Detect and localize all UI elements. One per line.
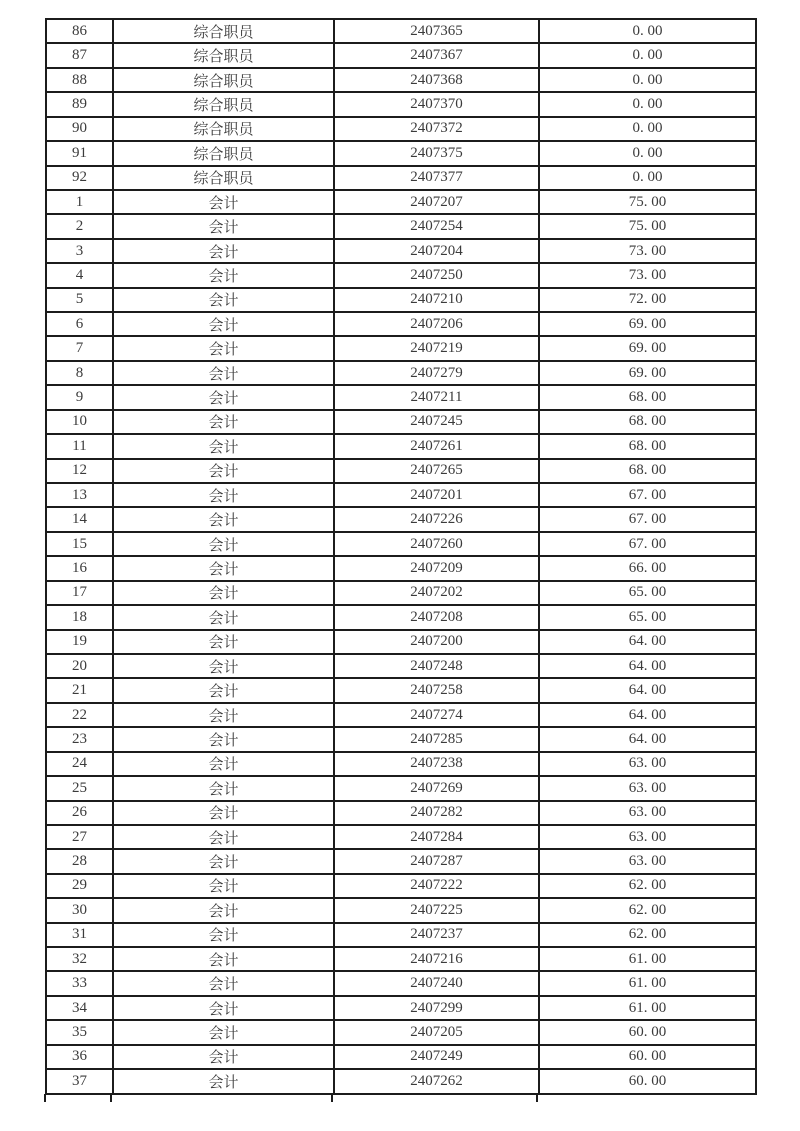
rank-cell: 11 xyxy=(46,434,113,458)
position-cell: 会计 xyxy=(113,190,334,214)
score-cell: 68. 00 xyxy=(539,410,756,434)
position-cell: 会计 xyxy=(113,1045,334,1069)
rank-cell: 17 xyxy=(46,581,113,605)
rank-cell: 26 xyxy=(46,801,113,825)
score-cell: 61. 00 xyxy=(539,996,756,1020)
position-cell: 会计 xyxy=(113,874,334,898)
id-cell: 2407222 xyxy=(334,874,539,898)
position-cell: 会计 xyxy=(113,605,334,629)
position-cell: 会计 xyxy=(113,336,334,360)
position-cell: 会计 xyxy=(113,727,334,751)
position-cell: 会计 xyxy=(113,825,334,849)
position-cell: 会计 xyxy=(113,459,334,483)
rank-cell: 20 xyxy=(46,654,113,678)
position-cell: 综合职员 xyxy=(113,117,334,141)
score-cell: 0. 00 xyxy=(539,43,756,67)
id-cell: 2407254 xyxy=(334,214,539,238)
rank-cell: 30 xyxy=(46,898,113,922)
table-row xyxy=(46,166,756,190)
score-cell: 64. 00 xyxy=(539,654,756,678)
score-cell: 64. 00 xyxy=(539,703,756,727)
position-cell: 会计 xyxy=(113,581,334,605)
table-row xyxy=(46,361,756,385)
id-cell: 2407282 xyxy=(334,801,539,825)
position-cell: 会计 xyxy=(113,288,334,312)
score-cell: 69. 00 xyxy=(539,312,756,336)
score-cell: 69. 00 xyxy=(539,336,756,360)
score-cell: 0. 00 xyxy=(539,19,756,43)
position-cell: 会计 xyxy=(113,361,334,385)
position-cell: 会计 xyxy=(113,239,334,263)
score-cell: 0. 00 xyxy=(539,141,756,165)
table-row xyxy=(46,556,756,580)
id-cell: 2407368 xyxy=(334,68,539,92)
id-cell: 2407260 xyxy=(334,532,539,556)
rank-cell: 92 xyxy=(46,166,113,190)
position-cell: 会计 xyxy=(113,263,334,287)
score-cell: 63. 00 xyxy=(539,752,756,776)
score-cell: 63. 00 xyxy=(539,825,756,849)
score-cell: 0. 00 xyxy=(539,117,756,141)
table-row xyxy=(46,898,756,922)
score-cell: 63. 00 xyxy=(539,849,756,873)
table-row xyxy=(46,68,756,92)
table-row xyxy=(46,1020,756,1044)
id-cell: 2407258 xyxy=(334,678,539,702)
rank-cell: 13 xyxy=(46,483,113,507)
id-cell: 2407250 xyxy=(334,263,539,287)
table-row xyxy=(46,581,756,605)
id-cell: 2407206 xyxy=(334,312,539,336)
table-row xyxy=(46,141,756,165)
rank-cell: 37 xyxy=(46,1069,113,1094)
id-cell: 2407240 xyxy=(334,971,539,995)
id-cell: 2407209 xyxy=(334,556,539,580)
table-row xyxy=(46,825,756,849)
table-row xyxy=(46,190,756,214)
position-cell: 会计 xyxy=(113,507,334,531)
table-row xyxy=(46,776,756,800)
position-cell: 会计 xyxy=(113,947,334,971)
score-cell: 72. 00 xyxy=(539,288,756,312)
position-cell: 会计 xyxy=(113,1069,334,1094)
table-row xyxy=(46,19,756,43)
table-row xyxy=(46,92,756,116)
table-row xyxy=(46,971,756,995)
position-cell: 会计 xyxy=(113,849,334,873)
table-row xyxy=(46,947,756,971)
table-row xyxy=(46,1069,756,1094)
rank-cell: 33 xyxy=(46,971,113,995)
position-cell: 会计 xyxy=(113,1020,334,1044)
rank-cell: 12 xyxy=(46,459,113,483)
table-row xyxy=(46,483,756,507)
table-row xyxy=(46,727,756,751)
table-row xyxy=(46,459,756,483)
position-cell: 综合职员 xyxy=(113,141,334,165)
position-cell: 综合职员 xyxy=(113,19,334,43)
position-cell: 会计 xyxy=(113,923,334,947)
rank-cell: 89 xyxy=(46,92,113,116)
position-cell: 会计 xyxy=(113,483,334,507)
table-row xyxy=(46,532,756,556)
position-cell: 会计 xyxy=(113,996,334,1020)
score-cell: 60. 00 xyxy=(539,1020,756,1044)
score-cell: 68. 00 xyxy=(539,385,756,409)
rank-cell: 31 xyxy=(46,923,113,947)
rank-cell: 19 xyxy=(46,630,113,654)
id-cell: 2407375 xyxy=(334,141,539,165)
rank-cell: 18 xyxy=(46,605,113,629)
table-row xyxy=(46,214,756,238)
score-cell: 0. 00 xyxy=(539,68,756,92)
rank-cell: 4 xyxy=(46,263,113,287)
score-cell: 73. 00 xyxy=(539,263,756,287)
table-row xyxy=(46,678,756,702)
id-cell: 2407225 xyxy=(334,898,539,922)
score-cell: 62. 00 xyxy=(539,874,756,898)
id-cell: 2407274 xyxy=(334,703,539,727)
position-cell: 会计 xyxy=(113,678,334,702)
id-cell: 2407372 xyxy=(334,117,539,141)
rank-cell: 36 xyxy=(46,1045,113,1069)
id-cell: 2407299 xyxy=(334,996,539,1020)
score-cell: 62. 00 xyxy=(539,923,756,947)
score-cell: 73. 00 xyxy=(539,239,756,263)
position-cell: 会计 xyxy=(113,630,334,654)
table-row xyxy=(46,336,756,360)
position-cell: 会计 xyxy=(113,532,334,556)
score-cell: 75. 00 xyxy=(539,190,756,214)
rank-cell: 86 xyxy=(46,19,113,43)
score-cell: 0. 00 xyxy=(539,166,756,190)
id-cell: 2407249 xyxy=(334,1045,539,1069)
table-row xyxy=(46,117,756,141)
score-cell: 67. 00 xyxy=(539,507,756,531)
id-cell: 2407205 xyxy=(334,1020,539,1044)
position-cell: 会计 xyxy=(113,971,334,995)
position-cell: 综合职员 xyxy=(113,166,334,190)
rank-cell: 29 xyxy=(46,874,113,898)
table-row xyxy=(46,385,756,409)
score-cell: 68. 00 xyxy=(539,434,756,458)
table-row xyxy=(46,801,756,825)
rank-cell: 5 xyxy=(46,288,113,312)
id-cell: 2407284 xyxy=(334,825,539,849)
score-cell: 62. 00 xyxy=(539,898,756,922)
rank-cell: 3 xyxy=(46,239,113,263)
score-cell: 64. 00 xyxy=(539,678,756,702)
table-row xyxy=(46,43,756,67)
rank-cell: 32 xyxy=(46,947,113,971)
id-cell: 2407207 xyxy=(334,190,539,214)
id-cell: 2407219 xyxy=(334,336,539,360)
position-cell: 会计 xyxy=(113,654,334,678)
rank-cell: 35 xyxy=(46,1020,113,1044)
position-cell: 会计 xyxy=(113,556,334,580)
table-row xyxy=(46,288,756,312)
rank-cell: 15 xyxy=(46,532,113,556)
score-cell: 67. 00 xyxy=(539,483,756,507)
table-row xyxy=(46,630,756,654)
id-cell: 2407200 xyxy=(334,630,539,654)
id-cell: 2407279 xyxy=(334,361,539,385)
id-cell: 2407265 xyxy=(334,459,539,483)
rank-cell: 90 xyxy=(46,117,113,141)
table-row xyxy=(46,996,756,1020)
table-row xyxy=(46,312,756,336)
table-row xyxy=(46,703,756,727)
table-divider-stub xyxy=(331,1094,333,1102)
rank-cell: 2 xyxy=(46,214,113,238)
rank-cell: 34 xyxy=(46,996,113,1020)
score-cell: 63. 00 xyxy=(539,801,756,825)
table-row xyxy=(46,605,756,629)
id-cell: 2407202 xyxy=(334,581,539,605)
id-cell: 2407216 xyxy=(334,947,539,971)
score-table-body xyxy=(46,19,756,1094)
id-cell: 2407365 xyxy=(334,19,539,43)
score-table xyxy=(45,18,757,1095)
position-cell: 会计 xyxy=(113,703,334,727)
rank-cell: 21 xyxy=(46,678,113,702)
rank-cell: 9 xyxy=(46,385,113,409)
table-row xyxy=(46,239,756,263)
rank-cell: 27 xyxy=(46,825,113,849)
rank-cell: 25 xyxy=(46,776,113,800)
position-cell: 会计 xyxy=(113,434,334,458)
id-cell: 2407226 xyxy=(334,507,539,531)
table-row xyxy=(46,923,756,947)
score-cell: 69. 00 xyxy=(539,361,756,385)
score-cell: 75. 00 xyxy=(539,214,756,238)
position-cell: 会计 xyxy=(113,410,334,434)
rank-cell: 6 xyxy=(46,312,113,336)
rank-cell: 7 xyxy=(46,336,113,360)
id-cell: 2407237 xyxy=(334,923,539,947)
id-cell: 2407285 xyxy=(334,727,539,751)
position-cell: 会计 xyxy=(113,752,334,776)
rank-cell: 8 xyxy=(46,361,113,385)
id-cell: 2407248 xyxy=(334,654,539,678)
id-cell: 2407204 xyxy=(334,239,539,263)
id-cell: 2407210 xyxy=(334,288,539,312)
rank-cell: 14 xyxy=(46,507,113,531)
position-cell: 会计 xyxy=(113,385,334,409)
score-cell: 65. 00 xyxy=(539,581,756,605)
score-cell: 63. 00 xyxy=(539,776,756,800)
rank-cell: 16 xyxy=(46,556,113,580)
position-cell: 会计 xyxy=(113,214,334,238)
rank-cell: 91 xyxy=(46,141,113,165)
id-cell: 2407211 xyxy=(334,385,539,409)
score-cell: 61. 00 xyxy=(539,947,756,971)
score-cell: 64. 00 xyxy=(539,727,756,751)
score-cell: 66. 00 xyxy=(539,556,756,580)
position-cell: 会计 xyxy=(113,776,334,800)
id-cell: 2407287 xyxy=(334,849,539,873)
rank-cell: 10 xyxy=(46,410,113,434)
table-row xyxy=(46,752,756,776)
rank-cell: 87 xyxy=(46,43,113,67)
table-row xyxy=(46,1045,756,1069)
table-divider-stub xyxy=(44,1094,46,1102)
score-cell: 64. 00 xyxy=(539,630,756,654)
score-cell: 0. 00 xyxy=(539,92,756,116)
position-cell: 会计 xyxy=(113,898,334,922)
id-cell: 2407201 xyxy=(334,483,539,507)
rank-cell: 24 xyxy=(46,752,113,776)
id-cell: 2407261 xyxy=(334,434,539,458)
table-divider-stub xyxy=(536,1094,538,1102)
position-cell: 综合职员 xyxy=(113,43,334,67)
rank-cell: 23 xyxy=(46,727,113,751)
position-cell: 综合职员 xyxy=(113,68,334,92)
table-row xyxy=(46,849,756,873)
table-row xyxy=(46,263,756,287)
rank-cell: 28 xyxy=(46,849,113,873)
position-cell: 综合职员 xyxy=(113,92,334,116)
score-cell: 68. 00 xyxy=(539,459,756,483)
table-row xyxy=(46,507,756,531)
id-cell: 2407377 xyxy=(334,166,539,190)
rank-cell: 1 xyxy=(46,190,113,214)
score-cell: 60. 00 xyxy=(539,1069,756,1094)
id-cell: 2407245 xyxy=(334,410,539,434)
score-cell: 60. 00 xyxy=(539,1045,756,1069)
rank-cell: 22 xyxy=(46,703,113,727)
table-row xyxy=(46,410,756,434)
rank-cell: 88 xyxy=(46,68,113,92)
id-cell: 2407238 xyxy=(334,752,539,776)
score-cell: 61. 00 xyxy=(539,971,756,995)
score-cell: 67. 00 xyxy=(539,532,756,556)
table-row xyxy=(46,434,756,458)
table-divider-stub xyxy=(110,1094,112,1102)
id-cell: 2407208 xyxy=(334,605,539,629)
position-cell: 会计 xyxy=(113,801,334,825)
id-cell: 2407269 xyxy=(334,776,539,800)
table-row xyxy=(46,654,756,678)
table-row xyxy=(46,874,756,898)
id-cell: 2407262 xyxy=(334,1069,539,1094)
position-cell: 会计 xyxy=(113,312,334,336)
id-cell: 2407367 xyxy=(334,43,539,67)
score-cell: 65. 00 xyxy=(539,605,756,629)
id-cell: 2407370 xyxy=(334,92,539,116)
